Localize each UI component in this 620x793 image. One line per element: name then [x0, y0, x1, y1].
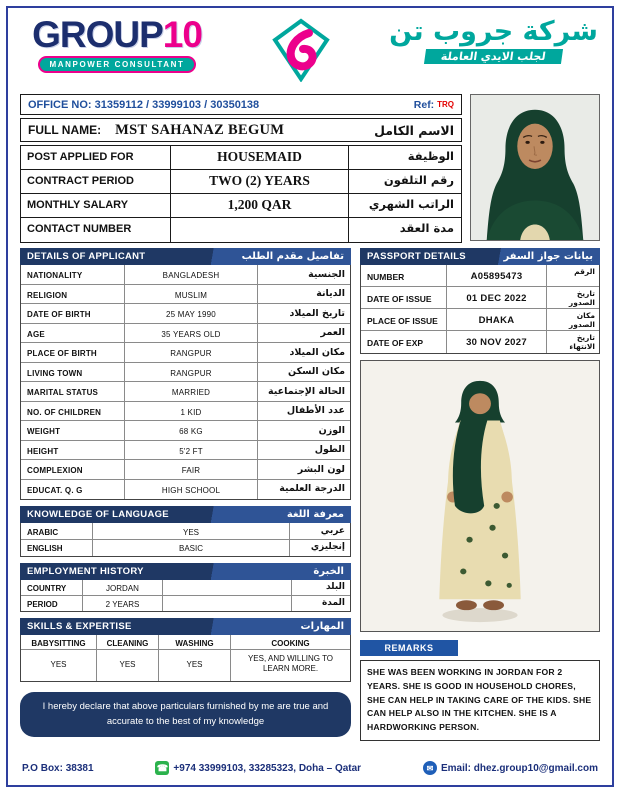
cell-label: CONTRACT PERIOD	[21, 170, 171, 193]
cell-label: ARABIC	[21, 523, 93, 539]
section-title: DETAILS OF APPLICANT	[27, 251, 146, 262]
table-row	[361, 265, 599, 287]
table-row	[21, 402, 350, 422]
table-row	[21, 265, 350, 285]
employment-section-header	[20, 563, 351, 580]
left-column	[20, 248, 351, 737]
po-box: P.O Box: 38381	[22, 762, 94, 774]
cell-value: 25 MAY 1990	[125, 304, 258, 323]
table-row	[21, 382, 350, 402]
cell-value: YES	[21, 650, 97, 681]
full-name-value: MST SAHANAZ BEGUM	[115, 121, 285, 138]
cell-label: POST APPLIED FOR	[21, 146, 171, 169]
cell-arabic: لون البشر	[297, 463, 345, 475]
cell-label: COMPLEXION	[21, 460, 125, 479]
ref-field	[414, 99, 454, 111]
cell-value: 01 DEC 2022	[447, 287, 547, 308]
cell-arabic: المدة	[321, 597, 345, 608]
cell-arabic: تاريخ الميلاد	[289, 307, 345, 319]
cell-value: BASIC	[93, 540, 290, 557]
language-section-header	[20, 506, 351, 523]
phone-icon: ☎	[155, 761, 169, 775]
cell-label: PLACE OF ISSUE	[361, 309, 447, 330]
remarks-section-header: REMARKS	[360, 640, 458, 656]
table-row	[21, 194, 461, 218]
cell-arabic: مكان السكن	[288, 366, 345, 377]
skills-section-header	[20, 618, 351, 635]
cell-value: 1,200 QAR	[171, 194, 349, 217]
logo-text-10: 10	[162, 14, 202, 55]
cell-arabic: الحالة الإجتماعية	[268, 385, 345, 397]
full-name-label: FULL NAME:	[28, 123, 102, 137]
cell-value: RANGPUR	[125, 343, 258, 362]
cell-value: YES, AND WILLING TO LEARN MORE.	[247, 654, 334, 674]
company-name-arabic-block	[389, 16, 598, 65]
table-row	[21, 324, 350, 344]
office-numbers: OFFICE NO: 31359112 / 33999103 / 30350138	[28, 98, 260, 111]
cell-arabic: تاريخ الصدور	[568, 289, 595, 308]
cell-arabic: البلد	[325, 582, 345, 592]
cell-label: NATIONALITY	[21, 265, 125, 284]
cell-arabic: مكان الميلاد	[289, 346, 345, 358]
full-name-row	[20, 118, 462, 142]
table-row	[21, 304, 350, 324]
cell-value: 35 YEARS OLD	[125, 324, 258, 343]
table-row	[21, 218, 461, 242]
company-emblem-icon	[272, 16, 330, 87]
email-icon: ✉	[423, 761, 437, 775]
email-address: Email: dhez.group10@gmail.com	[440, 762, 598, 774]
cell-value: 2 YEARS	[83, 596, 163, 612]
passport-section-header	[360, 248, 600, 265]
ref-label: Ref:	[413, 98, 435, 111]
cell-value: 30 NOV 2027	[447, 331, 547, 353]
logo-text-group: GROUP	[32, 14, 163, 55]
cell-value: 5'2 FT	[125, 441, 258, 460]
table-header-row	[21, 635, 350, 650]
table-row	[21, 285, 350, 305]
employment-table	[20, 580, 351, 612]
cell-label: DATE OF EXP	[361, 331, 447, 353]
cell-arabic: العمر	[320, 327, 345, 338]
cell-value: RANGPUR	[125, 363, 258, 382]
table-row	[21, 460, 350, 480]
cell-value: 1 KID	[125, 402, 258, 421]
cell-value: JORDAN	[83, 580, 163, 595]
logo-wordmark	[22, 16, 212, 53]
table-row	[21, 170, 461, 194]
applicant-full-body-photo	[360, 360, 600, 632]
cell-arabic: الجنسية	[308, 268, 345, 280]
cell-arabic: مكان الصدور	[568, 311, 595, 330]
section-title: KNOWLEDGE OF LANGUAGE	[27, 509, 169, 520]
cell-value: MUSLIM	[125, 285, 258, 304]
table-row	[21, 596, 350, 612]
column-header: BABYSITTING	[21, 635, 97, 649]
cell-arabic: الراتب الشهري	[368, 197, 454, 211]
table-row	[21, 363, 350, 383]
cell-value: BANGLADESH	[125, 265, 258, 284]
cell-arabic: عربي	[320, 525, 345, 536]
cell-label: LIVING TOWN	[21, 363, 125, 382]
main-columns	[20, 248, 600, 755]
table-row	[361, 331, 599, 353]
full-name-label-arabic: الاسم الكامل	[374, 122, 454, 138]
company-name-arabic: شركة جروب تن	[389, 16, 598, 47]
cell-label: MONTHLY SALARY	[21, 194, 171, 217]
cell-label: RELIGION	[21, 285, 125, 304]
table-row	[361, 287, 599, 309]
right-column	[360, 248, 600, 741]
section-title-arabic: بيانات جواز السفر	[503, 251, 593, 262]
email-contact	[423, 761, 598, 775]
phone-contact	[155, 761, 361, 775]
remarks-text: SHE WAS BEEN WORKING IN JORDAN FOR 2 YEARS. SHE IS GOOD IN HOUSEHOLD CHORES, SHE CAN HELP IN TAKING CARE OF THE KIDS. SHE CAN HELP ALSO IN THE KITCHEN. SHE IS A HARDWORKING PERSON.	[360, 660, 600, 741]
cell-empty	[163, 580, 292, 595]
section-title-arabic: الخبرة	[313, 566, 344, 577]
cell-label: PERIOD	[21, 596, 83, 612]
language-table	[20, 523, 351, 557]
cell-label: EDUCAT. Q. G	[21, 480, 125, 500]
table-row	[21, 146, 461, 170]
cell-arabic: الرقم	[574, 267, 595, 276]
details-section-header	[20, 248, 351, 265]
cell-label: ENGLISH	[21, 540, 93, 557]
ref-value: TRQ	[437, 99, 454, 109]
cell-label: NUMBER	[361, 265, 447, 286]
declaration-statement: I hereby declare that above particulars furnished by me are true and accurate to the best of my knowledge	[20, 692, 351, 737]
cell-arabic: تاريخ الانتهاء	[569, 333, 595, 352]
cell-value: TWO (2) YEARS	[171, 170, 349, 193]
cell-arabic: الديانة	[316, 288, 345, 299]
cell-label: HEIGHT	[21, 441, 125, 460]
section-title-arabic: تفاصيل مقدم الطلب	[241, 251, 344, 262]
cell-arabic: الوظيفة	[407, 149, 454, 163]
table-row	[21, 421, 350, 441]
table-row	[21, 540, 350, 557]
table-row	[21, 523, 350, 540]
details-table	[20, 265, 351, 500]
cell-arabic: الطول	[314, 444, 345, 455]
cell-arabic: رقم التلفون	[383, 173, 454, 187]
cell-empty	[163, 596, 292, 612]
cell-label: PLACE OF BIRTH	[21, 343, 125, 362]
top-section	[20, 94, 600, 242]
footer	[20, 755, 600, 777]
header	[20, 14, 600, 94]
cell-value: YES	[97, 650, 159, 681]
cell-arabic: الدرجة العلمية	[279, 483, 345, 494]
cell-arabic: إنجليزي	[310, 542, 345, 552]
cell-arabic: مدة العقد	[399, 221, 454, 235]
cell-label: CONTACT NUMBER	[21, 218, 171, 242]
cell-label: COUNTRY	[21, 580, 83, 595]
column-header: CLEANING	[97, 635, 159, 649]
applicant-portrait-photo	[470, 94, 600, 241]
cell-value: YES	[159, 650, 231, 681]
logo-banner: MANPOWER CONSULTANT	[38, 56, 197, 73]
cell-value: YES	[93, 523, 290, 539]
phone-numbers: +974 33999103, 33285323, Doha – Qatar	[173, 762, 362, 774]
cell-value: DHAKA	[447, 309, 547, 330]
cv-document-page	[6, 6, 614, 787]
table-row	[21, 650, 350, 681]
cell-arabic: الوزن	[318, 424, 345, 436]
cell-value: FAIR	[125, 460, 258, 479]
table-row	[21, 480, 350, 500]
table-row	[21, 343, 350, 363]
cell-label: AGE	[21, 324, 125, 343]
cell-value: 68 KG	[125, 421, 258, 440]
cell-value: HOUSEMAID	[171, 146, 349, 169]
cell-label: WEIGHT	[21, 421, 125, 440]
section-title-arabic: المهارات	[300, 621, 344, 632]
cell-arabic: عدد الأطفال	[286, 405, 345, 416]
cell-value: MARRIED	[125, 382, 258, 401]
cell-value	[171, 218, 349, 242]
section-title: PASSPORT DETAILS	[367, 251, 466, 262]
column-header: COOKING	[271, 638, 310, 648]
skills-table	[20, 635, 351, 682]
table-row	[21, 580, 350, 596]
company-banner-arabic: لجلب الايدي العاملة	[424, 49, 563, 64]
top-left	[20, 94, 462, 242]
cell-value: HIGH SCHOOL	[125, 480, 258, 500]
section-title: SKILLS & EXPERTISE	[27, 621, 132, 632]
cell-label: DATE OF ISSUE	[361, 287, 447, 308]
cell-label: DATE OF BIRTH	[21, 304, 125, 323]
column-header: WASHING	[159, 635, 231, 649]
passport-table	[360, 265, 600, 354]
office-row	[20, 94, 462, 115]
application-table	[20, 145, 462, 243]
table-row	[21, 441, 350, 461]
section-title-arabic: معرفة اللغة	[286, 509, 344, 520]
cell-label: MARITAL STATUS	[21, 382, 125, 401]
cell-label: NO. OF CHILDREN	[21, 402, 125, 421]
section-title: EMPLOYMENT HISTORY	[27, 566, 144, 577]
company-logo	[22, 16, 212, 73]
cell-value: A05895473	[447, 265, 547, 286]
table-row	[361, 309, 599, 331]
